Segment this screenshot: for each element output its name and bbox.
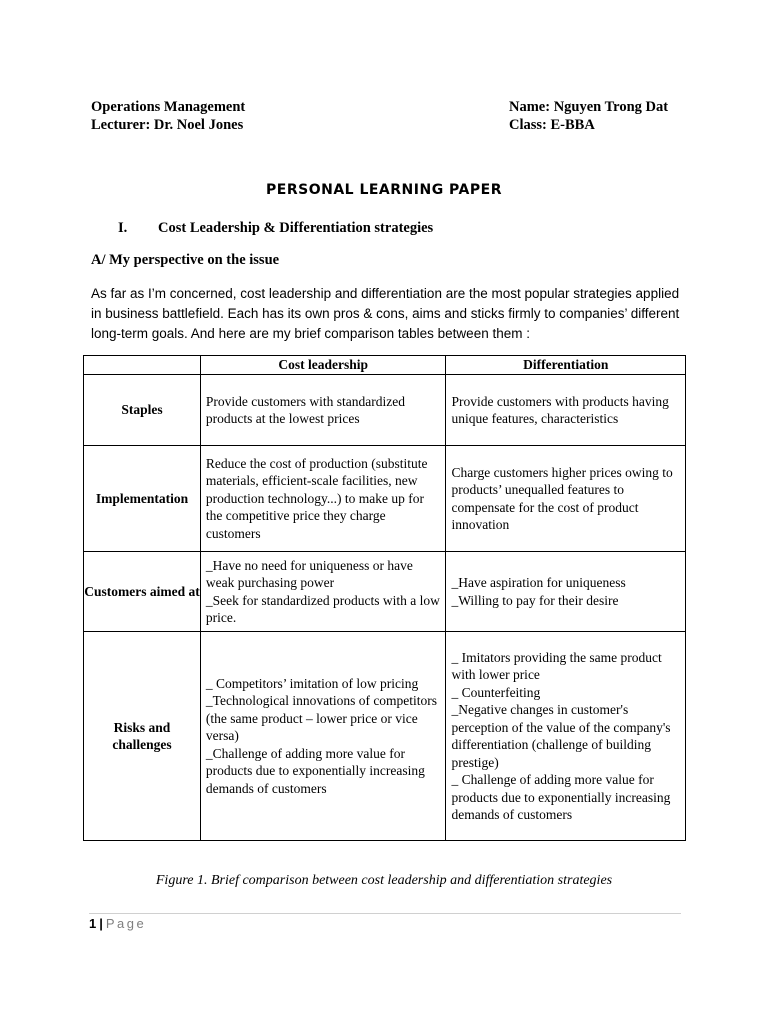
section-number: I. bbox=[118, 220, 128, 236]
course-name: Operations Management bbox=[91, 99, 246, 115]
diff-cell: _Have aspiration for uniqueness _Willing to pay for their desire bbox=[446, 552, 686, 632]
cost-cell: Reduce the cost of production (substitute materials, efficient-scale facilities, new production technology...) to make up for the competitive price they charge customers bbox=[200, 446, 446, 552]
subsection-heading: A/ My perspective on the issue bbox=[91, 252, 280, 268]
row-label: Staples bbox=[84, 375, 201, 446]
column-header-cost: Cost leadership bbox=[200, 356, 446, 375]
table-row bbox=[84, 446, 686, 552]
page-label: Page bbox=[105, 916, 147, 931]
page-number: 1 bbox=[89, 916, 97, 931]
footer-separator: | bbox=[99, 916, 103, 931]
table-row bbox=[84, 632, 686, 841]
section-title: Cost Leadership & Differentiation strategies bbox=[158, 220, 434, 236]
table-corner-cell bbox=[84, 356, 201, 375]
row-label: Risks and challenges bbox=[84, 632, 201, 841]
table-row bbox=[84, 552, 686, 632]
lecturer-name: Lecturer: Dr. Noel Jones bbox=[91, 117, 244, 133]
comparison-table bbox=[83, 355, 686, 841]
row-label: Customers aimed at bbox=[84, 552, 201, 632]
header-left bbox=[91, 98, 245, 134]
diff-cell: _ Imitators providing the same product with lower price _ Counterfeiting _Negative changes in customer's perception of the value of the company's differentiation (challenge of building prestige) _ Challenge of adding more value for products due to exponentially increasing demands of customers bbox=[446, 632, 686, 841]
cost-cell: _Have no need for uniqueness or have weak purchasing power _Seek for standardized products with a low price. bbox=[200, 552, 446, 632]
section-heading bbox=[118, 220, 433, 237]
page-footer bbox=[89, 916, 146, 931]
cost-cell: _ Competitors’ imitation of low pricing _Technological innovations of competitors (the same product – lower price or vice versa) _Challenge of adding more value for products due to exponentially increasing demands of customers bbox=[200, 632, 446, 841]
table-header-row bbox=[84, 356, 686, 375]
student-name: Name: Nguyen Trong Dat bbox=[509, 99, 669, 115]
column-header-diff: Differentiation bbox=[446, 356, 686, 375]
figure-caption: Figure 1. Brief comparison between cost leadership and differentiation strategies bbox=[155, 873, 613, 888]
page-title: PERSONAL LEARNING PAPER bbox=[266, 182, 502, 198]
diff-cell: Charge customers higher prices owing to products’ unequalled features to compensate for the cost of product innovation bbox=[446, 446, 686, 552]
intro-paragraph: As far as I’m concerned, cost leadership and differentiation are the most popular strategies applied in business battlefield. Each has its own pros & cons, aims and sticks firmly to companies’ different long-term goals. And here are my brief comparison tables between them : bbox=[91, 286, 680, 341]
header-right bbox=[509, 98, 668, 134]
diff-cell: Provide customers with products having unique features, characteristics bbox=[446, 375, 686, 446]
row-label: Implementation bbox=[84, 446, 201, 552]
table-row bbox=[84, 375, 686, 446]
cost-cell: Provide customers with standardized products at the lowest prices bbox=[200, 375, 446, 446]
class-name: Class: E-BBA bbox=[509, 117, 595, 133]
footer-divider bbox=[89, 913, 681, 914]
